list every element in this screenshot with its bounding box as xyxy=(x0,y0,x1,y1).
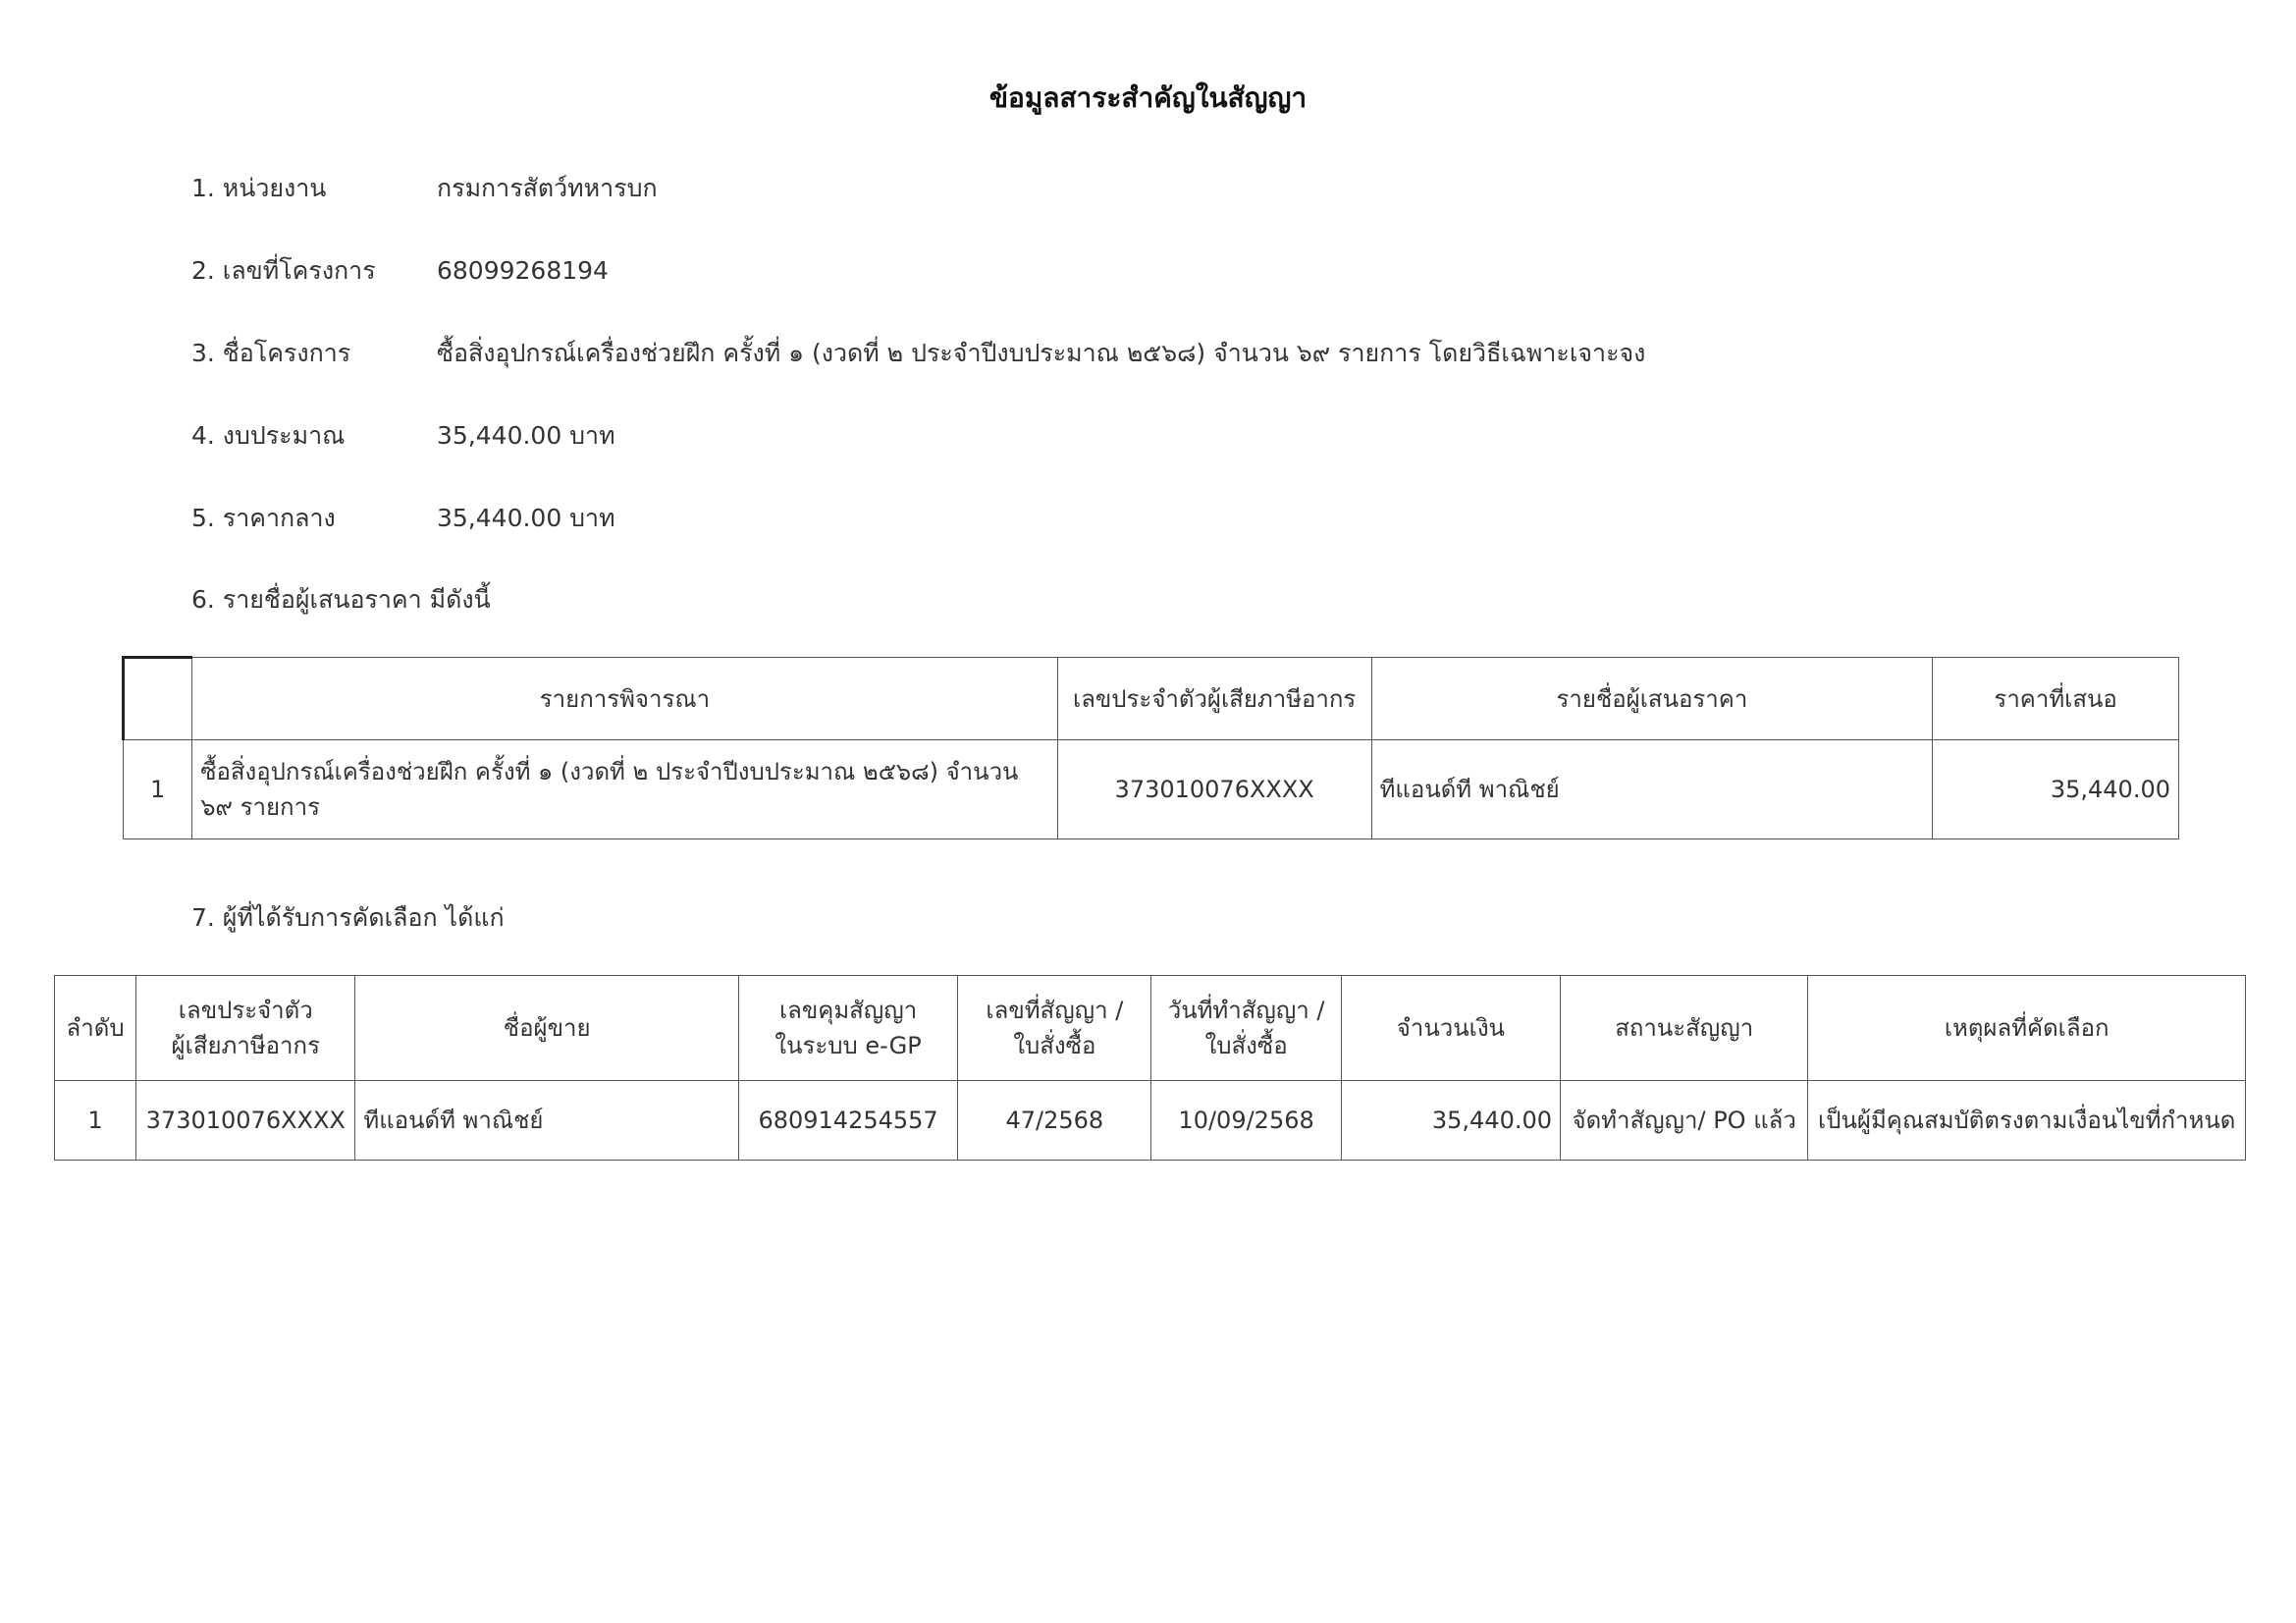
table-header-row xyxy=(124,658,2179,740)
header-tax-id-line2: ผู้เสียภาษีอากร xyxy=(171,1032,320,1059)
header-contract-no xyxy=(958,976,1151,1081)
document-title: ข้อมูลสาระสำคัญในสัญญา xyxy=(988,81,1308,114)
header-contract-no-line1: เลขที่สัญญา / xyxy=(986,997,1124,1024)
cell-status: จัดทำสัญญา/ PO แล้ว xyxy=(1561,1081,1808,1161)
info-row-project-name xyxy=(191,337,1645,370)
header-contract-no-line2: ใบสั่งซื้อ xyxy=(1013,1032,1096,1059)
info-row-project-number xyxy=(191,254,609,288)
info-label: 1. หน่วยงาน xyxy=(191,174,327,202)
info-label: 5. ราคากลาง xyxy=(191,504,336,532)
cell-price: 35,440.00 xyxy=(1933,740,2179,839)
info-row-budget xyxy=(191,419,615,453)
table-row xyxy=(55,1081,2246,1161)
header-egp-line1: เลขคุมสัญญา xyxy=(778,997,918,1024)
header-bidder: รายชื่อผู้เสนอราคา xyxy=(1371,658,1933,740)
header-price: ราคาที่เสนอ xyxy=(1933,658,2179,740)
table-row xyxy=(124,740,2179,839)
cell-contract-date: 10/09/2568 xyxy=(1151,1081,1341,1161)
cell-amount: 35,440.00 xyxy=(1341,1081,1560,1161)
header-status: สถานะสัญญา xyxy=(1561,976,1808,1081)
header-no: ลำดับ xyxy=(55,976,136,1081)
header-tax-id xyxy=(136,976,355,1081)
header-seller: ชื่อผู้ขาย xyxy=(355,976,739,1081)
header-tax-id: เลขประจำตัวผู้เสียภาษีอากร xyxy=(1057,658,1371,740)
header-amount: จำนวนเงิน xyxy=(1341,976,1560,1081)
cell-bidder: ทีแอนด์ที พาณิชย์ xyxy=(1371,740,1933,839)
info-row-median-price xyxy=(191,502,615,535)
cell-seller: ทีแอนด์ที พาณิชย์ xyxy=(355,1081,739,1161)
header-egp xyxy=(738,976,957,1081)
header-item: รายการพิจารณา xyxy=(192,658,1058,740)
cell-contract-no: 47/2568 xyxy=(958,1081,1151,1161)
cell-tax-id: 373010076XXXX xyxy=(1057,740,1371,839)
info-value: กรมการสัตว์ทหารบก xyxy=(437,174,658,202)
cell-no: 1 xyxy=(124,740,192,839)
info-value: ซื้อสิ่งอุปกรณ์เครื่องช่วยฝึก ครั้งที่ ๑ (งวดที่ ๒ ประจำปีงบประมาณ ๒๕๖๘) จำนวน ๖๙ รายการ โดยวิธีเฉพาะเจาะจง xyxy=(437,339,1646,367)
header-contract-date-line2: ใบสั่งซื้อ xyxy=(1204,1032,1288,1059)
info-label: 3. ชื่อโครงการ xyxy=(191,339,351,367)
header-no xyxy=(124,658,192,740)
header-contract-date xyxy=(1151,976,1341,1081)
header-tax-id-line1: เลขประจำตัว xyxy=(178,997,313,1024)
table-header-row xyxy=(55,976,2246,1081)
cell-tax-id: 373010076XXXX xyxy=(136,1081,355,1161)
bidders-table xyxy=(122,656,2179,839)
info-label: 4. งบประมาณ xyxy=(191,421,346,450)
info-label: 2. เลขที่โครงการ xyxy=(191,256,376,285)
section7-label: 7. ผู้ที่ได้รับการคัดเลือก ได้แก่ xyxy=(191,903,505,932)
header-reason: เหตุผลที่คัดเลือก xyxy=(1808,976,2246,1081)
cell-reason: เป็นผู้มีคุณสมบัติตรงตามเงื่อนไขที่กำหนด xyxy=(1808,1081,2246,1161)
info-value: 68099268194 xyxy=(437,256,609,285)
header-egp-line2: ในระบบ e-GP xyxy=(774,1032,922,1059)
section6-label: 6. รายชื่อผู้เสนอราคา มีดังนี้ xyxy=(191,585,491,614)
cell-egp: 680914254557 xyxy=(738,1081,957,1161)
cell-no: 1 xyxy=(55,1081,136,1161)
header-contract-date-line1: วันที่ทำสัญญา / xyxy=(1167,997,1325,1024)
selected-table xyxy=(54,975,2246,1161)
info-value: 35,440.00 บาท xyxy=(437,421,615,450)
info-row-agency xyxy=(191,172,658,205)
info-value: 35,440.00 บาท xyxy=(437,504,615,532)
cell-item: ซื้อสิ่งอุปกรณ์เครื่องช่วยฝึก ครั้งที่ ๑ (งวดที่ ๒ ประจำปีงบประมาณ ๒๕๖๘) จำนวน ๖๙ รายการ xyxy=(192,740,1058,839)
